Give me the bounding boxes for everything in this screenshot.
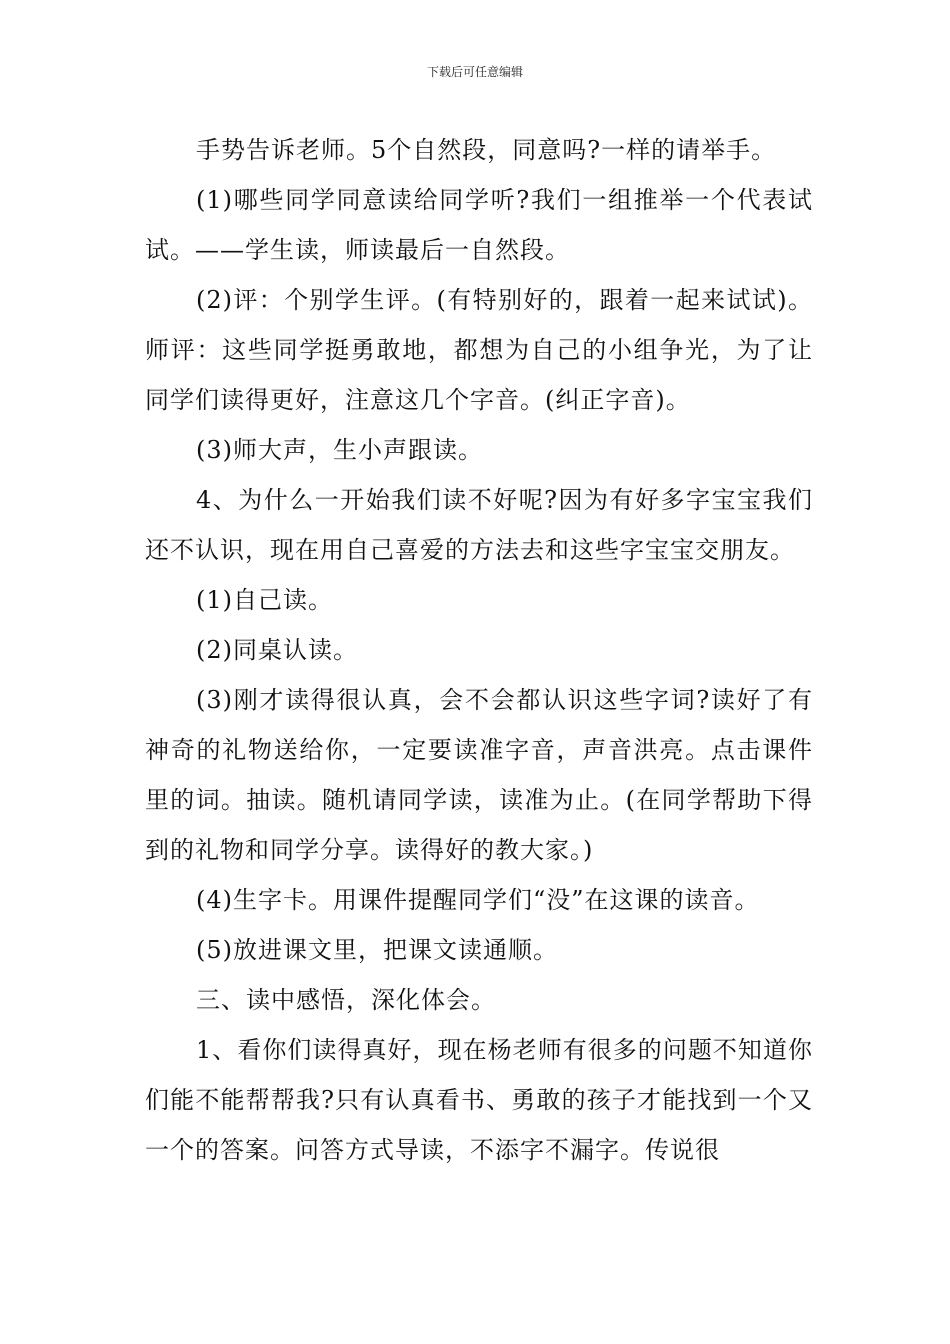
paragraph: (2)同桌认读。 [196,636,358,664]
paragraph: (5)放进课文里，把课文读通顺。 [196,936,558,964]
paragraph: (2)评：个别学生评。(有特别好的，跟着一起来试试)。师评：这些同学挺勇敢地，都想为自己的小组争光，为了让同学们读得更好，注意这几个字音。(纠正字音)。 [145,286,813,414]
paragraph: (3)刚才读得很认真，会不会都认识这些字词?读好了有神奇的礼物送给你，一定要读准字音，声音洪亮。点击课件里的词。抽读。随机请同学读，读准为止。(在同学帮助下得到的礼物和同学分享。读得好的教大家。) [145,686,813,864]
paragraph: (1)自己读。 [196,586,333,614]
document-body [145,125,813,1175]
paragraph: (3)师大声，生小声跟读。 [196,436,483,464]
page-header: 下载后可任意编辑 [426,65,523,79]
paragraph: 手势告诉老师。5个自然段，同意吗?一样的请举手。 [196,136,777,164]
paragraph: 4、为什么一开始我们读不好呢?因为有好多字宝宝我们还不认识，现在用自己喜爱的方法去和这些字宝宝交朋友。 [145,486,813,564]
paragraph: 三、读中感悟，深化体会。 [196,986,496,1014]
paragraph: (1)哪些同学同意读给同学听?我们一组推举一个代表试试。——学生读，师读最后一自然段。 [145,186,813,264]
paragraph: (4)生字卡。用课件提醒同学们“没”在这课的读音。 [196,886,760,914]
paragraph: 1、看你们读得真好，现在杨老师有很多的问题不知道你们能不能帮帮我?只有认真看书、勇敢的孩子才能找到一个又一个的答案。问答方式导读，不添字不漏字。传说很 [145,1036,813,1164]
